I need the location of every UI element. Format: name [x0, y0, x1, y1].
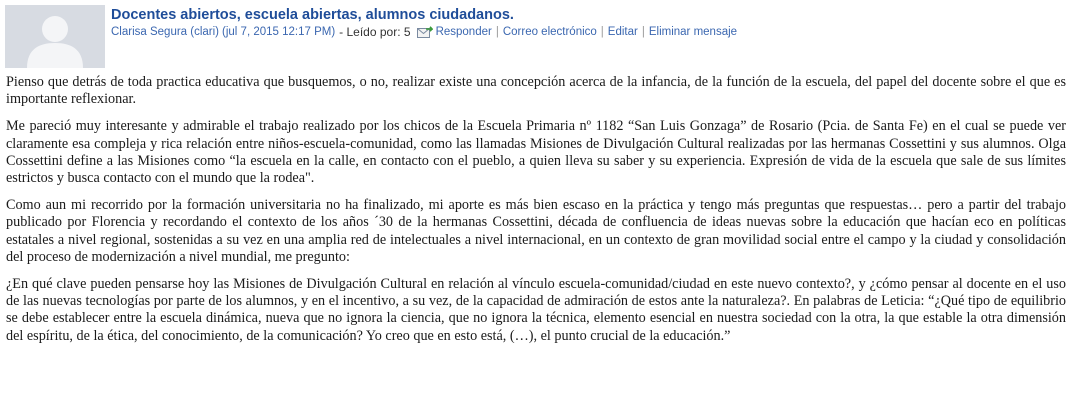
separator: | [600, 26, 604, 38]
post-body [6, 74, 1066, 355]
reply-link[interactable]: Responder [435, 26, 492, 38]
body-paragraph: Pienso que detrás de toda practica educativa que busquemos, o no, realizar existe una concepción acerca de la infancia, de la función de la escuela, del papel del docente sobre el que es importante reflexionar. [6, 74, 1066, 108]
body-paragraph: Como aun mi recorrido por la formación universitaria no ha finalizado, mi aporte es más bien escaso en la práctica y tengo más preguntas que respuestas… pero a partir del trabajo publicado por Florencia y recordando el contexto de los años ´30 de la hermanas Cossettini, década de confluencia de ideas nuevas sobre la educación que hacían eco en políticas estatales a nivel regional, sostenidas a su vez en una amplia red de intelectuales a nivel internacional, en un contexto de gran movilidad social entre el campo y la ciudad y consolidación del proceso de modernización a nivel mundial, me pregunto: [6, 197, 1066, 265]
reply-envelope-icon[interactable] [417, 26, 433, 38]
read-count: - Leído por: 5 [339, 25, 411, 39]
body-paragraph: Me pareció muy interesante y admirable el trabajo realizado por los chicos de la Escuela Primaria nº 1182 “San Luis Gonzaga” de Rosario (Pcia. de Santa Fe) en el cual se puede ver claramente esa compleja y rica relación entre niños-escuela-comunidad, como las llamadas Misiones de Divulgación Cultural realizadas por las hermanas Cossettini y sus alumnos. Olga Cossettini define a las Misiones como “la escuela en la calle, en contacto con el pueblo, a quien lleva su saber y su experiencia. Expresión de vida de la escuela que sale de sus límites estrictos y busca contacto con el mundo que la rodea". [6, 118, 1066, 187]
post-title[interactable]: Docentes abiertos, escuela abiertas, alumnos ciudadanos. [111, 7, 514, 23]
post-meta [111, 25, 737, 39]
email-link[interactable]: Correo electrónico [502, 26, 597, 38]
post-header [0, 0, 1089, 72]
edit-link[interactable]: Editar [607, 26, 638, 38]
author-link[interactable]: Clarisa Segura (clari) [111, 26, 220, 38]
delete-message-link[interactable]: Eliminar mensaje [648, 26, 738, 38]
body-paragraph: ¿En qué clave pueden pensarse hoy las Misiones de Divulgación Cultural en relación al vínculo escuela-comunidad/ciudad en este nuevo contexto?, y ¿cómo pensar al docente en el uso de las nuevas tecnologías por parte de los alumnos, y en el incentivo, a su vez, de la capacidad de admiración de estos ante la naturaleza?. En palabras de Leticia: “¿Qué tipo de equilibrio se debe establecer entre la escuela dinámica, nueva que no ignora la ciencia, que no ignora la técnica, elemento esencial en nuestra sociedad con la otra, la que estable la otra dimensión del espíritu, de la ética, del conocimiento, de la comunicación? Yo creo que en esto está, (…), el punto crucial de la educación.” [6, 276, 1066, 344]
post-date: (jul 7, 2015 12:17 PM) [222, 26, 336, 38]
separator: | [495, 26, 499, 38]
user-silhouette-icon [5, 5, 105, 68]
separator: | [641, 26, 645, 38]
